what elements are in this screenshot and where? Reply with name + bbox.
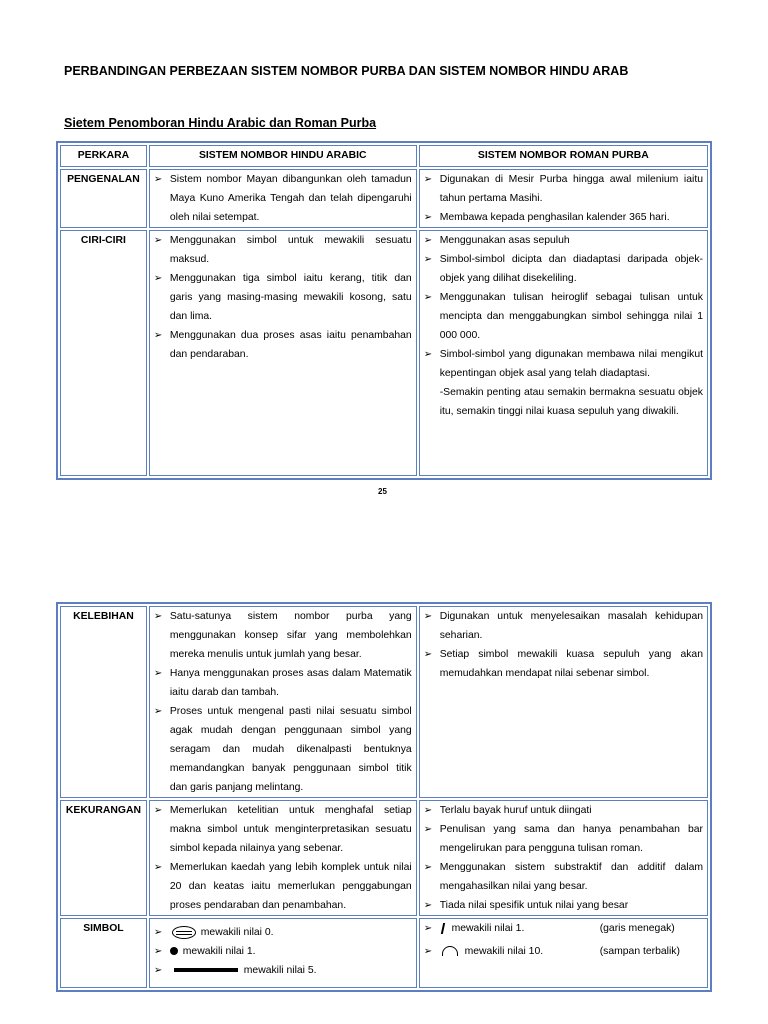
symbol-desc: mewakili nilai 0. [200, 927, 274, 938]
list-item: ➢ Simbol-simbol yang digunakan membawa nilai mengikut kepentingan objek asal yang telah diadaptasi. [424, 345, 703, 383]
symbol-desc: mewakili nilai 1. [182, 946, 256, 957]
symbol-note: (garis menegak) [599, 923, 675, 934]
comparison-table-part-1 [56, 141, 712, 480]
list-item: ➢ Menggunakan sistem substraktif dan additif dalam mengahasilkan nilai yang besar. [424, 858, 703, 896]
dot-symbol-icon [170, 947, 178, 955]
row-label-pengenalan: PENGENALAN [60, 169, 147, 228]
simbol-hindu-cell [149, 918, 417, 988]
bullet-arrow-icon: ➢ [423, 946, 433, 957]
bullet-arrow-icon: ➢ [153, 946, 163, 957]
table-row-kelebihan [60, 606, 708, 798]
kekurangan-roman-cell [419, 800, 708, 916]
vertical-stroke-symbol-icon [441, 923, 445, 934]
table-header-row [60, 145, 708, 167]
symbol-row-shell [154, 923, 412, 942]
kekurangan-hindu-cell [149, 800, 417, 916]
header-perkara: PERKARA [60, 145, 147, 167]
list-item: ➢ Digunakan di Mesir Purba hingga awal milenium iaitu tahun pertama Masihi. [424, 170, 703, 208]
list-item: ➢ Setiap simbol mewakili kuasa sepuluh yang akan memudahkan mendapat nilai sebenar simbol. [424, 645, 703, 683]
symbol-row-dot [154, 942, 412, 961]
list-item: ➢ Menggunakan tiga simbol iaitu kerang, titik dan garis yang masing-masing mewakili kosong, satu dan lima. [154, 269, 412, 326]
row-label-kelebihan: KELEBIHAN [60, 606, 147, 798]
pengenalan-hindu-cell [149, 169, 417, 228]
list-item: ➢ Tiada nilai spesifik untuk nilai yang besar [424, 896, 703, 915]
list-item: ➢ Menggunakan tulisan heiroglif sebagai tulisan untuk mencipta dan menggabungkan simbol sehingga nilai 1 000 000. [424, 288, 703, 345]
list-item: ➢ Sistem nombor Mayan dibangunkan oleh tamadun Maya Kuno Amerika Tengah dan telah dipengaruhi oleh nilai setempat. [154, 170, 412, 227]
kelebihan-hindu-cell [149, 606, 417, 798]
row-label-kekurangan: KEKURANGAN [60, 800, 147, 916]
list-item: ➢ Simbol-simbol dicipta dan diadaptasi daripada objek-objek yang dilihat disekeliling. [424, 250, 703, 288]
symbol-note: (sampan terbalik) [599, 946, 680, 957]
list-item: ➢ Terlalu bayak huruf untuk diingati [424, 801, 703, 820]
list-item: ➢ Membawa kepada penghasilan kalender 365 hari. [424, 208, 703, 227]
ciri-roman-note: -Semakin penting atau semakin bermakna sesuatu objek itu, semakin tinggi nilai kuasa sepuluh yang diwakili. [439, 387, 703, 417]
header-roman-purba: SISTEM NOMBOR ROMAN PURBA [419, 145, 708, 167]
pengenalan-roman-cell [419, 169, 708, 228]
list-item: ➢ Menggunakan dua proses asas iaitu penambahan dan pendaraban. [154, 326, 412, 364]
shell-symbol-icon [172, 926, 196, 939]
row-label-ciri-ciri: CIRI-CIRI [60, 230, 147, 476]
list-item: ➢ Hanya menggunakan proses asas dalam Matematik iaitu darab dan tambah. [154, 664, 412, 702]
row-label-simbol: SIMBOL [60, 918, 147, 988]
list-item: ➢ Memerlukan ketelitian untuk menghafal setiap makna simbol untuk menginterpretasikan sesuatu simbol kepada nilainya yang sebenar. [154, 801, 412, 858]
bullet-arrow-icon: ➢ [153, 965, 163, 976]
page-title: PERBANDINGAN PERBEZAAN SISTEM NOMBOR PURBA DAN SISTEM NOMBOR HINDU ARAB [64, 64, 629, 78]
bullet-arrow-icon: ➢ [153, 927, 163, 938]
ciri-roman-cell [419, 230, 708, 476]
bullet-arrow-icon: ➢ [423, 923, 433, 934]
list-item: ➢ Penulisan yang sama dan hanya penambahan bar mengelirukan para pengguna tulisan roman. [424, 820, 703, 858]
list-item: ➢ Menggunakan asas sepuluh [424, 231, 703, 250]
list-item: ➢ Satu-satunya sistem nombor purba yang menggunakan konsep sifar yang membolehkan mereka menulis untuk jumlah yang besar. [154, 607, 412, 664]
ciri-hindu-cell [149, 230, 417, 476]
arch-symbol-icon [442, 946, 458, 956]
table-row-pengenalan [60, 169, 708, 228]
symbol-desc: mewakili nilai 10. [464, 946, 544, 957]
header-hindu-arabic: SISTEM NOMBOR HINDU ARABIC [149, 145, 417, 167]
table-row-ciri-ciri [60, 230, 708, 476]
simbol-roman-cell [419, 918, 708, 988]
comparison-table-part-2 [56, 602, 712, 992]
table-row-kekurangan [60, 800, 708, 916]
symbol-desc: mewakili nilai 1. [451, 923, 525, 934]
symbol-row-bar [154, 961, 412, 980]
symbol-desc: mewakili nilai 5. [243, 965, 317, 976]
table-row-simbol [60, 918, 708, 988]
bar-symbol-icon [174, 968, 238, 972]
symbol-row-arch [424, 942, 703, 961]
kelebihan-roman-cell [419, 606, 708, 798]
page-number: 25 [378, 487, 387, 496]
list-item: ➢ Menggunakan simbol untuk mewakili sesuatu maksud. [154, 231, 412, 269]
symbol-row-stroke [424, 919, 703, 938]
list-item: ➢ Digunakan untuk menyelesaikan masalah kehidupan seharian. [424, 607, 703, 645]
section-subtitle: Sietem Penomboran Hindu Arabic dan Roman Purba [64, 116, 377, 130]
list-item: ➢ Memerlukan kaedah yang lebih komplek untuk nilai 20 dan keatas iaitu memerlukan penggabungan proses pendaraban dan penambahan. [154, 858, 412, 915]
list-item: ➢ Proses untuk mengenal pasti nilai sesuatu simbol agak mudah dengan penggunaan simbol yang seragam dan mudah dikenalpasti bentuknya memandangkan banyak penggunaan simbol titik dan garis panjang melintang. [154, 702, 412, 797]
